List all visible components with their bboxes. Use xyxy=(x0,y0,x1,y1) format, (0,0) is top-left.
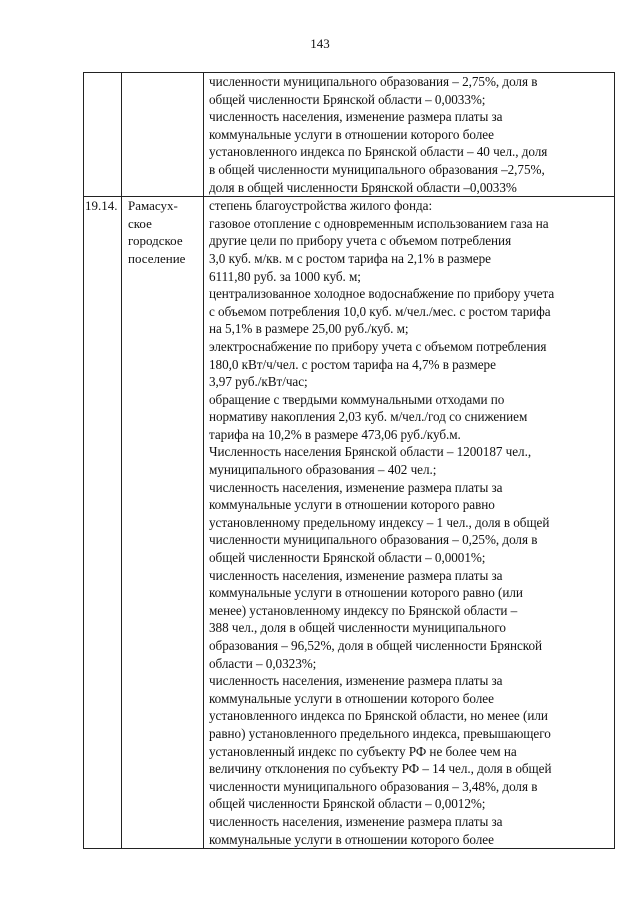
text-line: менее) установленному индексу по Брянской области – xyxy=(209,602,518,618)
text-line: 3,0 куб. м/кв. м с ростом тарифа на 2,1% в размере xyxy=(209,250,491,266)
text-line: с объемом потребления 10,0 куб. м/чел./мес. с ростом тарифа xyxy=(209,303,551,319)
text-line: установленного индекса по Брянской области, но менее (или xyxy=(209,708,548,724)
row-number-cell xyxy=(84,73,122,197)
text-line: величину отклонения по субъекту РФ – 14 чел., доля в общей xyxy=(209,761,552,777)
text-line: общей численности Брянской области – 0,0001%; xyxy=(209,550,486,566)
row-name-cell xyxy=(122,73,204,197)
text-line: образования – 96,52%, доля в общей численности Брянской xyxy=(209,638,543,653)
text-line: тарифа на 10,2% в размере 473,06 руб./куб.м. xyxy=(209,426,461,442)
text-line: коммунальные услуги в отношении которого более xyxy=(209,690,494,706)
text-line: общей численности Брянской области – 0,0033%; xyxy=(209,91,486,107)
text-line: Численность населения Брянской области – 1200187 чел., xyxy=(209,444,532,460)
text-line: области – 0,0323%; xyxy=(209,655,317,671)
text-line: обращение с твердыми коммунальными отходами по xyxy=(209,391,505,407)
text-line: установленный индекс по субъекту РФ не более чем на xyxy=(209,743,517,759)
text-line: коммунальные услуги в отношении которого более xyxy=(209,126,494,142)
text-line: нормативу накопления 2,03 куб. м/чел./год со снижением xyxy=(209,409,528,425)
text-line: общей численности Брянской области – 0,0012%; xyxy=(209,796,486,812)
text-line: централизованное холодное водоснабжение по прибору учета xyxy=(209,286,555,302)
text-line: 3,97 руб./кВт/час; xyxy=(209,374,308,390)
text-line: в общей численности муниципального образования –2,75%, xyxy=(209,161,545,177)
text-line: электроснабжение по прибору учета с объемом потребления xyxy=(209,338,547,354)
text-line: 6111,80 руб. за 1000 куб. м; xyxy=(209,268,361,284)
text-line: муниципального образования – 402 чел.; xyxy=(209,462,437,478)
document-table xyxy=(83,72,615,849)
text-line: газовое отопление с одновременным использованием газа на xyxy=(209,215,549,231)
text-line: равно) установленного предельного индекса, превышающего xyxy=(209,725,551,741)
text-line: численности муниципального образования – 2,75%, доля в xyxy=(209,74,538,89)
text-line: численность населения, изменение размера платы за xyxy=(209,673,503,689)
text-line: степень благоустройства жилого фонда: xyxy=(209,198,433,214)
text-line: установленному предельному индексу – 1 чел., доля в общей xyxy=(209,514,550,530)
text-line: коммунальные услуги в отношении которого более xyxy=(209,831,494,847)
municipality-name-line: Рамасух- xyxy=(128,198,178,214)
row-number-cell: 19.14. xyxy=(84,197,122,849)
row-name-cell xyxy=(122,197,204,849)
text-line: другие цели по прибору учета с объемом потребления xyxy=(209,233,512,249)
municipality-name-line: поселение xyxy=(128,250,186,266)
municipality-name-line: городское xyxy=(128,233,183,249)
text-line: численности муниципального образования – 0,25%, доля в xyxy=(209,532,538,548)
table-row xyxy=(84,197,615,849)
text-line: численность населения, изменение размера платы за xyxy=(209,567,503,583)
text-line: коммунальные услуги в отношении которого равно xyxy=(209,497,495,513)
text-line: 388 чел., доля в общей численности муниципального xyxy=(209,620,506,636)
page-number: 143 xyxy=(310,36,330,51)
text-line: коммунальные услуги в отношении которого равно (или xyxy=(209,585,523,601)
text-line: на 5,1% в размере 25,00 руб./куб. м; xyxy=(209,321,409,337)
text-line: 180,0 кВт/ч/чел. с ростом тарифа на 4,7% в размере xyxy=(209,356,496,372)
text-line: численность населения, изменение размера платы за xyxy=(209,813,503,829)
row-text-cell xyxy=(204,197,615,849)
text-line: доля в общей численности Брянской области –0,0033% xyxy=(209,179,517,195)
text-line: численность населения, изменение размера платы за xyxy=(209,109,503,125)
text-line: численности муниципального образования – 3,48%, доля в xyxy=(209,778,538,794)
text-line: численность населения, изменение размера платы за xyxy=(209,479,503,495)
row-text-cell xyxy=(204,73,615,197)
municipality-name-line: ское xyxy=(128,215,152,231)
text-line: установленного индекса по Брянской области – 40 чел., доля xyxy=(209,144,548,160)
table-row xyxy=(84,73,615,197)
